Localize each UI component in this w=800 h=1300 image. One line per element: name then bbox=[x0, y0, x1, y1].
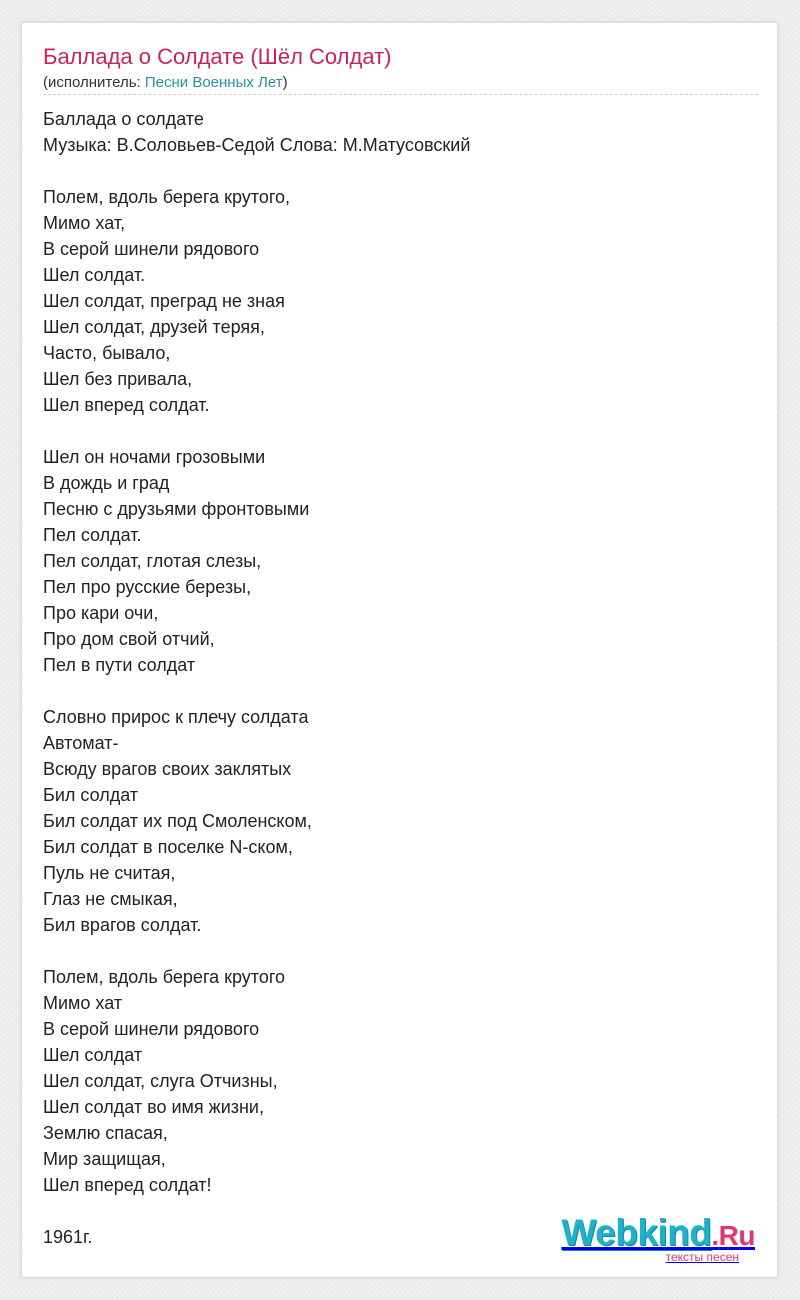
lyric-line: Про кари очи, bbox=[43, 603, 159, 623]
lyric-line: Пел про русские березы, bbox=[43, 577, 252, 597]
lyric-line: Всюду врагов своих заклятых bbox=[43, 759, 292, 779]
stanza-break bbox=[43, 418, 758, 444]
lyric-line: Землю спасая, bbox=[43, 1123, 168, 1143]
lyric-line: Песню с друзьями фронтовыми bbox=[43, 499, 310, 519]
lyric-line: Бил врагов солдат. bbox=[43, 915, 202, 935]
artist-line bbox=[43, 73, 288, 93]
lyric-line: В серой шинели рядового bbox=[43, 1019, 260, 1039]
lyric-line: Бил солдат их под Смоленском, bbox=[43, 811, 312, 831]
lyric-line: В серой шинели рядового bbox=[43, 239, 260, 259]
lyric-line: Мимо хат, bbox=[43, 213, 126, 233]
lyric-line: Мимо хат bbox=[43, 993, 123, 1013]
logo-wordmark: Webkind.Ru bbox=[561, 1212, 755, 1253]
lyric-line: Глаз не смыкая, bbox=[43, 889, 178, 909]
lyric-line: Про дом свой отчий, bbox=[43, 629, 215, 649]
lyric-line: В дождь и град bbox=[43, 473, 170, 493]
lyric-line: Шел он ночами грозовыми bbox=[43, 447, 266, 467]
lyric-line: Баллада о солдате bbox=[43, 109, 204, 129]
lyric-line: Шел солдат bbox=[43, 1045, 143, 1065]
lyric-line: Словно прирос к плечу солдата bbox=[43, 707, 309, 727]
lyrics-card bbox=[21, 22, 778, 1278]
lyric-line: Шел вперед солдат. bbox=[43, 395, 210, 415]
lyric-line: 1961г. bbox=[43, 1227, 93, 1247]
lyric-line: Полем, вдоль берега крутого, bbox=[43, 187, 291, 207]
lyric-line: Шел солдат во имя жизни, bbox=[43, 1097, 264, 1117]
stanza-break bbox=[43, 678, 758, 704]
artist-prefix: (исполнитель: bbox=[43, 74, 145, 91]
artist-link[interactable]: Песни Военных Лет bbox=[144, 74, 283, 91]
lyric-line: Пел солдат. bbox=[43, 525, 142, 545]
lyric-line: Пел в пути солдат bbox=[43, 655, 196, 675]
divider bbox=[43, 94, 758, 95]
lyrics-text bbox=[43, 106, 758, 1250]
lyric-line: Шел солдат, слуга Отчизны, bbox=[43, 1071, 278, 1091]
song-title: Баллада о Солдате (Шёл Солдат) bbox=[43, 44, 392, 69]
lyric-line: Пуль не считая, bbox=[43, 863, 176, 883]
stanza-break bbox=[43, 938, 758, 964]
lyric-line: Пел солдат, глотая слезы, bbox=[43, 551, 262, 571]
lyric-line: Шел без привала, bbox=[43, 369, 193, 389]
lyric-line: Полем, вдоль берега крутого bbox=[43, 967, 286, 987]
lyric-line: Шел солдат. bbox=[43, 265, 146, 285]
lyric-line: Часто, бывало, bbox=[43, 343, 171, 363]
lyric-line: Бил солдат в поселке N-ском, bbox=[43, 837, 293, 857]
stanza-break bbox=[43, 158, 758, 184]
lyric-line: Автомат- bbox=[43, 733, 119, 753]
webkind-logo[interactable] bbox=[561, 1214, 755, 1263]
lyric-line: Шел солдат, преград не зная bbox=[43, 291, 285, 311]
lyric-line: Шел вперед солдат! bbox=[43, 1175, 212, 1195]
logo-tagline: тексты песен bbox=[665, 1250, 739, 1264]
lyric-line: Шел солдат, друзей теряя, bbox=[43, 317, 265, 337]
lyric-line: Бил солдат bbox=[43, 785, 139, 805]
lyric-line: Музыка: В.Соловьев-Седой Слова: М.Матусовский bbox=[43, 135, 471, 155]
lyric-line: Мир защищая, bbox=[43, 1149, 166, 1169]
artist-suffix: ) bbox=[282, 74, 288, 91]
